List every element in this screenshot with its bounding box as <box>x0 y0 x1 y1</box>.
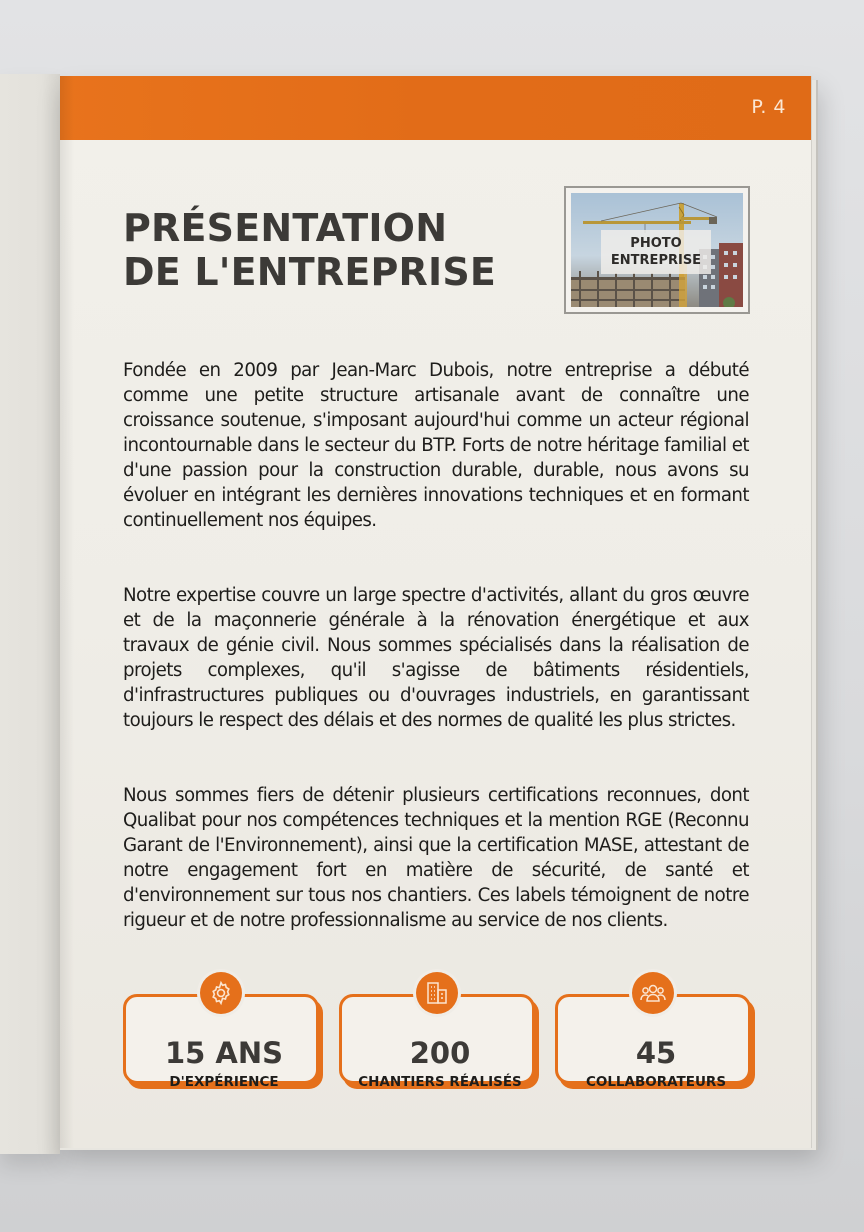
paragraph-expertise: Notre expertise couvre un large spectre d'activités, allant du gros œuvre et de la maçonnerie générale à la rénovation énergétique et aux travaux de génie civil. Nous sommes spécialisés dans la réalisation de projets complexes, qu'il s'agisse de bâtiments résidentiels, d'infrastructures publiques ou d'ouvrages industriels, en garantissant toujours le respect des délais et des normes de qualité les plus strictes. <box>123 585 749 731</box>
gear-icon <box>200 972 242 1014</box>
company-photo-frame <box>564 186 750 314</box>
stat-projects <box>339 972 539 1090</box>
key-figures <box>123 972 755 1092</box>
stat-label: D'EXPÉRIENCE <box>169 1074 279 1090</box>
paragraph-certifications: Nous sommes fiers de détenir plusieurs certifications reconnues, dont Qualibat pour nos compétences techniques et la mention RGE (Reconnu Garant de l'Environnement), ainsi que la certification MASE, attestant de notre engagement fort en matière de sécurité, de santé et d'environnement sur tous nos chantiers. Ces labels témoignent de notre rigueur et de notre professionnalisme au service de nos clients. <box>123 785 749 931</box>
brochure-page <box>60 76 812 1148</box>
binding-shadow <box>60 76 74 1148</box>
stat-value: 200 <box>409 1036 471 1070</box>
stat-value: 15 ANS <box>164 1036 284 1070</box>
header-band <box>60 76 812 140</box>
stat-experience <box>123 972 323 1090</box>
photo-placeholder-label <box>601 230 711 274</box>
stat-label: CHANTIERS RÉALISÉS <box>358 1074 522 1090</box>
page-number: P. 4 <box>751 96 786 118</box>
page-title <box>123 206 496 294</box>
stat-team <box>555 972 755 1090</box>
building-icon <box>416 972 458 1014</box>
left-facing-page <box>0 74 60 1154</box>
stat-value: 45 <box>635 1036 677 1070</box>
construction-crane-photo <box>571 193 743 307</box>
paragraph-history: Fondée en 2009 par Jean-Marc Dubois, notre entreprise a débuté comme une petite structure artisanale avant de connaître une croissance soutenue, s'imposant aujourd'hui comme un acteur régional incontournable dans le secteur du BTP. Forts de notre héritage familial et d'une passion pour la construction durable, durable, nous avons su évoluer en intégrant les dernières innovations techniques et en formant continuellement nos équipes. <box>123 360 749 531</box>
title-line-1: PRÉSENTATION <box>123 206 448 250</box>
photo-label-line-1: PHOTO <box>630 236 682 251</box>
stat-label: COLLABORATEURS <box>585 1074 727 1090</box>
team-icon <box>632 972 674 1014</box>
photo-label-line-2: ENTREPRISE <box>610 253 702 268</box>
title-line-2: DE L'ENTREPRISE <box>123 250 497 294</box>
